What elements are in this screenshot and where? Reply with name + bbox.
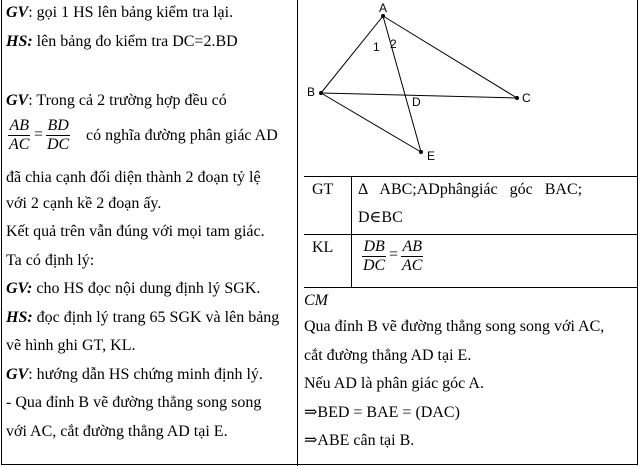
gt-label: GT xyxy=(312,181,334,198)
left-line-7: Kết quả trên vẫn đúng với mọi tam giác. xyxy=(6,223,265,240)
left-line-5: đã chia cạnh đối diện thành 2 đoạn tỷ lệ xyxy=(6,169,261,186)
label-a: A xyxy=(379,1,388,15)
line-text: cho HS đọc nội dung định lý SGK. xyxy=(32,280,261,297)
kl-label: KL xyxy=(312,239,334,256)
right-line-4: ⇒BED = BAE = (DAC) xyxy=(304,404,460,421)
label-angle-1: 1 xyxy=(373,40,380,54)
right-line-5: ⇒ABE cân tại B. xyxy=(304,432,415,449)
fraction-numerator: AB xyxy=(9,117,29,134)
left-line-9 xyxy=(6,279,260,299)
left-line-6: với 2 cạnh kề 2 đoạn ấy. xyxy=(6,195,162,212)
left-line-13: - Qua đỉnh B vẽ đường thẳng song song xyxy=(6,394,262,411)
left-line-12 xyxy=(6,365,263,385)
left-line-14: với AC, cắt đường thẳng AD tại E. xyxy=(6,423,228,440)
equals-sign: = xyxy=(34,126,44,143)
gt-line-1: Δ ABC;ADphângiác góc BAC; xyxy=(358,181,583,198)
gt-kl-vertical-separator xyxy=(351,177,352,287)
segment-be xyxy=(321,93,421,152)
left-line-8: Ta có định lý: xyxy=(6,252,95,269)
point-e xyxy=(419,150,423,154)
point-c xyxy=(515,96,519,100)
role-label: HS: xyxy=(6,33,33,50)
left-line-11: vẽ hình ghi GT, KL. xyxy=(6,337,136,354)
point-b xyxy=(319,91,323,95)
segment-ac xyxy=(383,16,517,98)
label-b: B xyxy=(307,85,316,99)
triangle-figure xyxy=(298,0,638,176)
fraction-denominator: DC xyxy=(47,136,70,153)
fraction-numerator: AB xyxy=(402,238,422,255)
left-line-3 xyxy=(6,91,227,111)
right-line-2: cắt đường thẳng AD tại E. xyxy=(304,347,472,364)
fraction-numerator: BD xyxy=(47,117,69,134)
fraction-ab-ac-kl xyxy=(401,238,423,275)
fraction-numerator: DB xyxy=(363,238,385,255)
segment-ae xyxy=(383,16,421,152)
fraction-denominator: DC xyxy=(363,257,386,274)
role-label: GV xyxy=(6,366,29,383)
left-line-1 xyxy=(6,3,233,23)
line-text: lên bảng đo kiểm tra DC=2.BD xyxy=(32,33,238,50)
cm-label: CM xyxy=(304,292,328,309)
fraction-db-dc xyxy=(362,238,386,275)
role-label: HS: xyxy=(6,309,33,326)
left-line-4: có nghĩa đường phân giác AD xyxy=(86,127,278,144)
left-line-2 xyxy=(6,32,238,52)
line-text: : Trong cả 2 trường hợp đều có xyxy=(28,92,227,109)
gt-kl-table xyxy=(304,176,638,288)
left-line-10 xyxy=(6,308,279,328)
segment-ab xyxy=(321,16,383,93)
label-e: E xyxy=(427,149,436,163)
right-line-1: Qua đỉnh B vẽ đường thẳng song song với AC, xyxy=(304,318,605,335)
gt-line-2: D∈BC xyxy=(358,209,403,226)
role-label: GV: xyxy=(6,280,33,297)
fraction-ab-ac xyxy=(8,117,30,154)
line-text: : hướng dẫn HS chứng minh định lý. xyxy=(28,366,263,383)
right-line-3: Nếu AD là phân giác góc A. xyxy=(304,375,484,392)
line-text: đọc định lý trang 65 SGK và lên bảng xyxy=(32,309,280,326)
role-label: GV xyxy=(6,92,29,109)
label-angle-2: 2 xyxy=(390,37,397,51)
role-label: GV xyxy=(6,4,29,21)
label-c: C xyxy=(522,91,531,105)
label-d: D xyxy=(412,95,421,109)
fraction-bd-dc xyxy=(46,117,70,154)
fraction-denominator: AC xyxy=(9,136,30,153)
fraction-denominator: AC xyxy=(402,257,423,274)
gt-kl-horizontal-separator xyxy=(304,234,638,235)
line-text: : gọi 1 HS lên bảng kiểm tra lại. xyxy=(28,4,234,21)
equals-sign: = xyxy=(389,246,399,263)
